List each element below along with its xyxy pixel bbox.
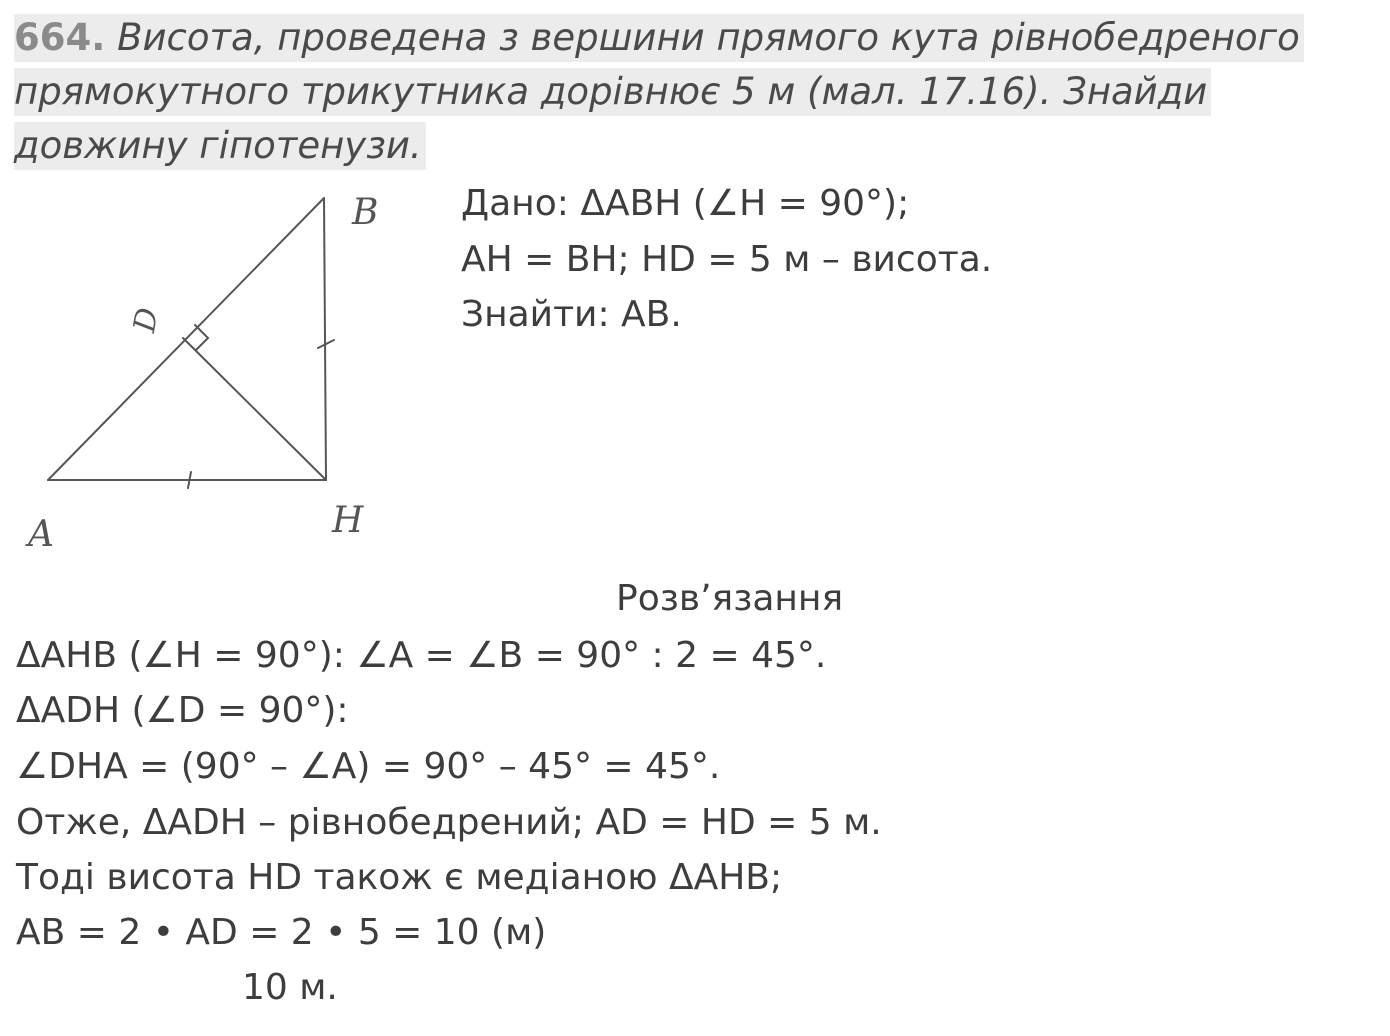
label-d: D (127, 305, 166, 335)
solution-line-1: ΔAHB (∠H = 90°): ∠A = ∠B = 90° : 2 = 45°. (16, 635, 827, 676)
problem-line-2: прямокутного трикутника дорівнює 5 м (мал. 17.16). Знайди (14, 68, 1211, 116)
problem-line-1 (14, 14, 1304, 62)
solution-line-5: Тоді висота HD також є медіаною ΔAHB; (16, 857, 783, 898)
problem-text-1: Висота, проведена з вершини прямого кута рівнобедреного (117, 16, 1300, 59)
triangle-figure (0, 180, 430, 560)
leg-bh (324, 198, 326, 480)
solution-line-6: AB = 2 • AD = 2 • 5 = 10 (м) (16, 912, 547, 953)
given-line-2: AH = BH; HD = 5 м – висота. (461, 239, 993, 280)
solution-line-3: ∠DHA = (90° – ∠A) = 90° – 45° = 45°. (16, 746, 721, 787)
label-a: A (28, 514, 54, 555)
given-line-3: Знайти: AB. (461, 294, 682, 335)
problem-number: 664. (14, 16, 106, 59)
given-line-1: Дано: ΔABH (∠H = 90°); (461, 183, 910, 224)
label-b: B (352, 192, 379, 233)
solution-title: Розв’язання (616, 578, 844, 619)
problem-line-3: довжину гіпотенузи. (14, 122, 426, 170)
answer: 10 м. (242, 967, 338, 1008)
altitude-hd (183, 338, 326, 480)
solution-line-2: ΔADH (∠D = 90°): (16, 690, 349, 731)
solution-line-4: Отже, ΔADH – рівнобедрений; AD = HD = 5 м. (16, 802, 882, 843)
label-h: H (332, 500, 364, 541)
